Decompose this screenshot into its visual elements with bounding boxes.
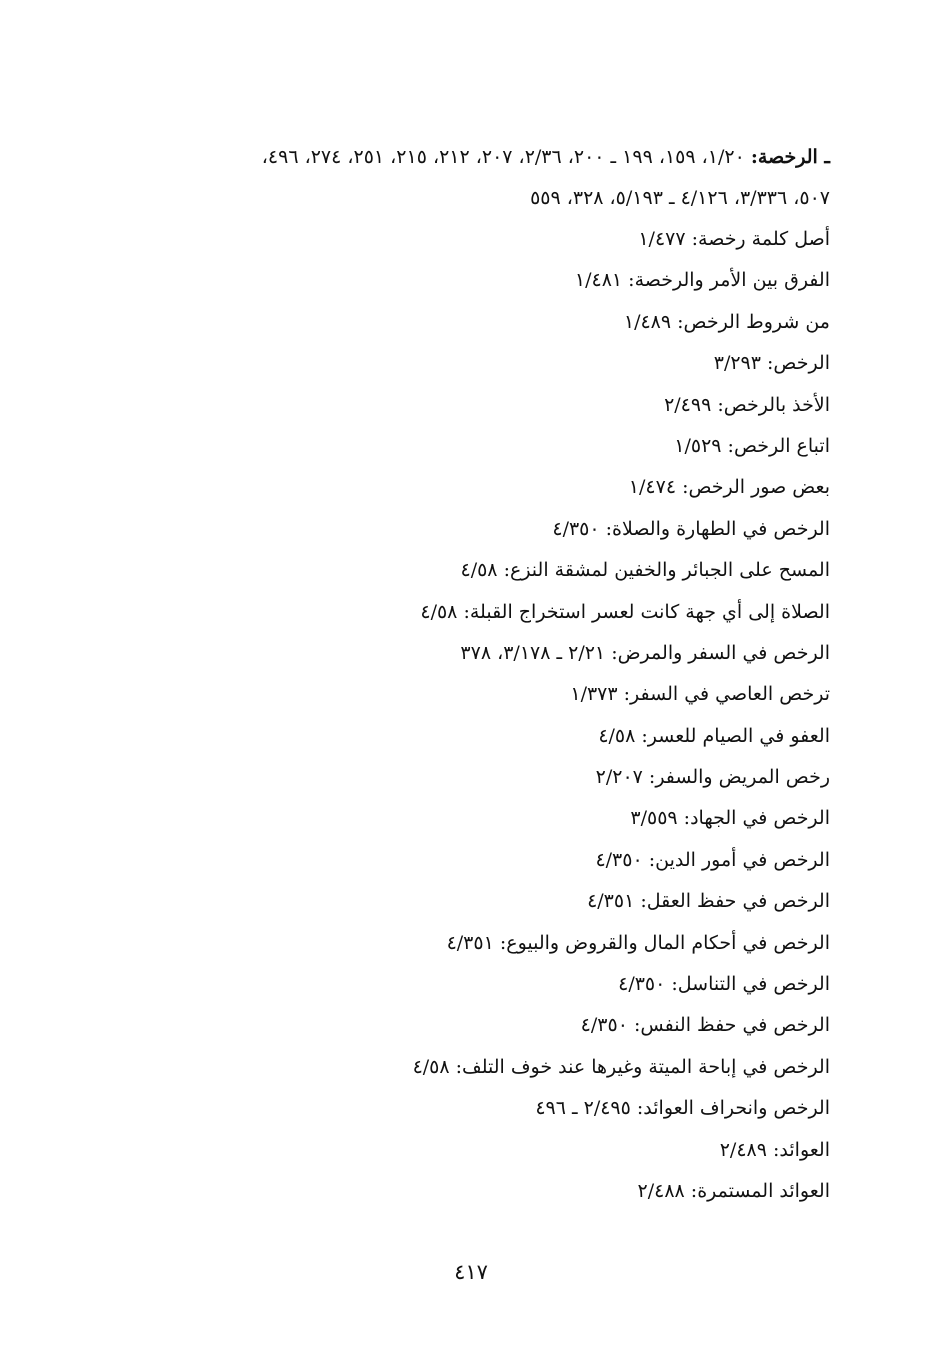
index-entry — [120, 1088, 830, 1129]
index-entry — [120, 881, 830, 922]
entry-refs: ٢/٤٩٥ ـ ٤٩٦ — [535, 1097, 631, 1120]
entry-refs: ١/٤٨١ — [574, 269, 623, 292]
entry-refs: ٢/٢٠٧ — [595, 766, 643, 789]
page-number: ٤١٧ — [454, 1260, 488, 1284]
entry-refs: ١/٤٨٩ — [623, 310, 672, 333]
index-entry — [120, 302, 830, 343]
entry-term: ترخص العاصي في السفر: — [623, 683, 830, 706]
index-entry — [120, 592, 830, 633]
entry-term: الفرق بين الأمر والرخصة: — [628, 269, 830, 292]
entry-term: أصل كلمة رخصة: — [691, 228, 830, 250]
entry-term: رخص المريض والسفر: — [648, 766, 830, 789]
index-entry — [120, 550, 830, 591]
entry-term: من شروط الرخص: — [677, 310, 830, 333]
index-entry — [120, 385, 830, 426]
index-entry — [120, 509, 830, 550]
entry-refs: ٢/٤٨٨ — [637, 1179, 685, 1202]
entry-term: الأخذ بالرخص: — [717, 393, 830, 416]
entry-term: الرخص في الجهاد: — [683, 807, 830, 830]
entry-term: اتباع الرخص: — [727, 434, 830, 457]
entry-refs: ١/٣٧٣ — [570, 683, 618, 706]
index-entry — [120, 1005, 830, 1046]
sub-entry-list — [120, 219, 830, 1212]
index-entry — [120, 964, 830, 1005]
entry-refs: ٢/٤٨٩ — [719, 1138, 767, 1161]
entry-term: الرخص: — [767, 352, 830, 375]
entry-term: العوائد المستمرة: — [690, 1179, 830, 1202]
index-entry — [120, 633, 830, 674]
entry-term: الرخص في التناسل: — [671, 973, 830, 996]
entry-refs: ٤/٣٥٠ — [552, 517, 600, 540]
entry-term: الرخص في أحكام المال والقروض والبيوع: — [499, 931, 830, 954]
entry-refs: ٤/٥٨ — [598, 724, 636, 747]
entry-refs: ٢/٢١ ـ ٣/١٧٨، ٣٧٨ — [460, 641, 606, 664]
index-entry — [120, 1047, 830, 1088]
entry-refs: ٣/٢٩٣ — [713, 352, 761, 375]
entry-term: الصلاة إلى أي جهة كانت لعسر استخراج القبلة: — [463, 600, 830, 623]
entry-term: الرخص في أمور الدين: — [648, 848, 830, 871]
entry-refs: ١/٤٧٧ — [638, 228, 686, 250]
index-entry — [120, 798, 830, 839]
index-block — [120, 137, 830, 1212]
index-entry — [120, 219, 830, 260]
entry-term: العوائد: — [773, 1138, 830, 1161]
entry-term: بعض صور الرخص: — [682, 476, 830, 499]
entry-refs: ٤/٥٨ — [420, 600, 458, 623]
entry-refs: ٣/٥٥٩ — [630, 807, 678, 830]
index-entry — [120, 467, 830, 508]
entry-term: الرخص في حفظ العقل: — [640, 890, 830, 913]
index-entry — [120, 923, 830, 964]
index-entry — [120, 674, 830, 715]
entry-refs: ٢/٤٩٩ — [664, 393, 712, 416]
entry-refs: ٤/٥٨ — [460, 559, 498, 582]
entry-term: العفو في الصيام للعسر: — [641, 724, 830, 747]
index-entry — [120, 343, 830, 384]
index-entry — [120, 757, 830, 798]
lead-term: ـ الرخصة: — [750, 146, 830, 168]
lead-entry — [120, 137, 830, 178]
entry-term: الرخص في حفظ النفس: — [633, 1014, 830, 1037]
entry-term: الرخص في إباحة الميتة وغيرها عند خوف التلف: — [455, 1055, 830, 1078]
entry-refs: ٤/٣٥٠ — [618, 973, 666, 996]
entry-term: المسح على الجبائر والخفين لمشقة النزع: — [503, 559, 830, 582]
entry-term: الرخص في السفر والمرض: — [611, 641, 830, 664]
index-entry — [120, 840, 830, 881]
index-entry — [120, 260, 830, 301]
entry-term: الرخص في الطهارة والصلاة: — [605, 517, 830, 540]
index-entry — [120, 1130, 830, 1171]
entry-refs: ٤/٥٨ — [412, 1055, 450, 1078]
entry-refs: ٤/٣٥٠ — [580, 1014, 628, 1037]
entry-refs: ٤/٣٥٠ — [595, 848, 643, 871]
entry-refs: ١/٤٧٤ — [628, 476, 677, 499]
index-entry — [120, 1171, 830, 1212]
entry-refs: ٤/٣٥١ — [446, 931, 494, 954]
entry-term: الرخص وانحراف العوائد: — [636, 1097, 830, 1120]
entry-refs: ١/٥٢٩ — [674, 434, 722, 457]
lead-refs: ١/٢٠، ١٥٩، ١٩٩ ـ ٢٠٠، ٢/٣٦، ٢٠٧، ٢١٢، ٢١٥، ٢٥١، ٢٧٤، ٤٩٦، — [261, 146, 751, 168]
index-entry — [120, 426, 830, 467]
index-entry — [120, 716, 830, 757]
entry-refs: ٤/٣٥١ — [587, 890, 635, 913]
lead-continuation: ٥٠٧، ٣/٣٣٦، ٤/١٢٦ ـ ٥/١٩٣، ٣٢٨، ٥٥٩ — [530, 187, 830, 209]
